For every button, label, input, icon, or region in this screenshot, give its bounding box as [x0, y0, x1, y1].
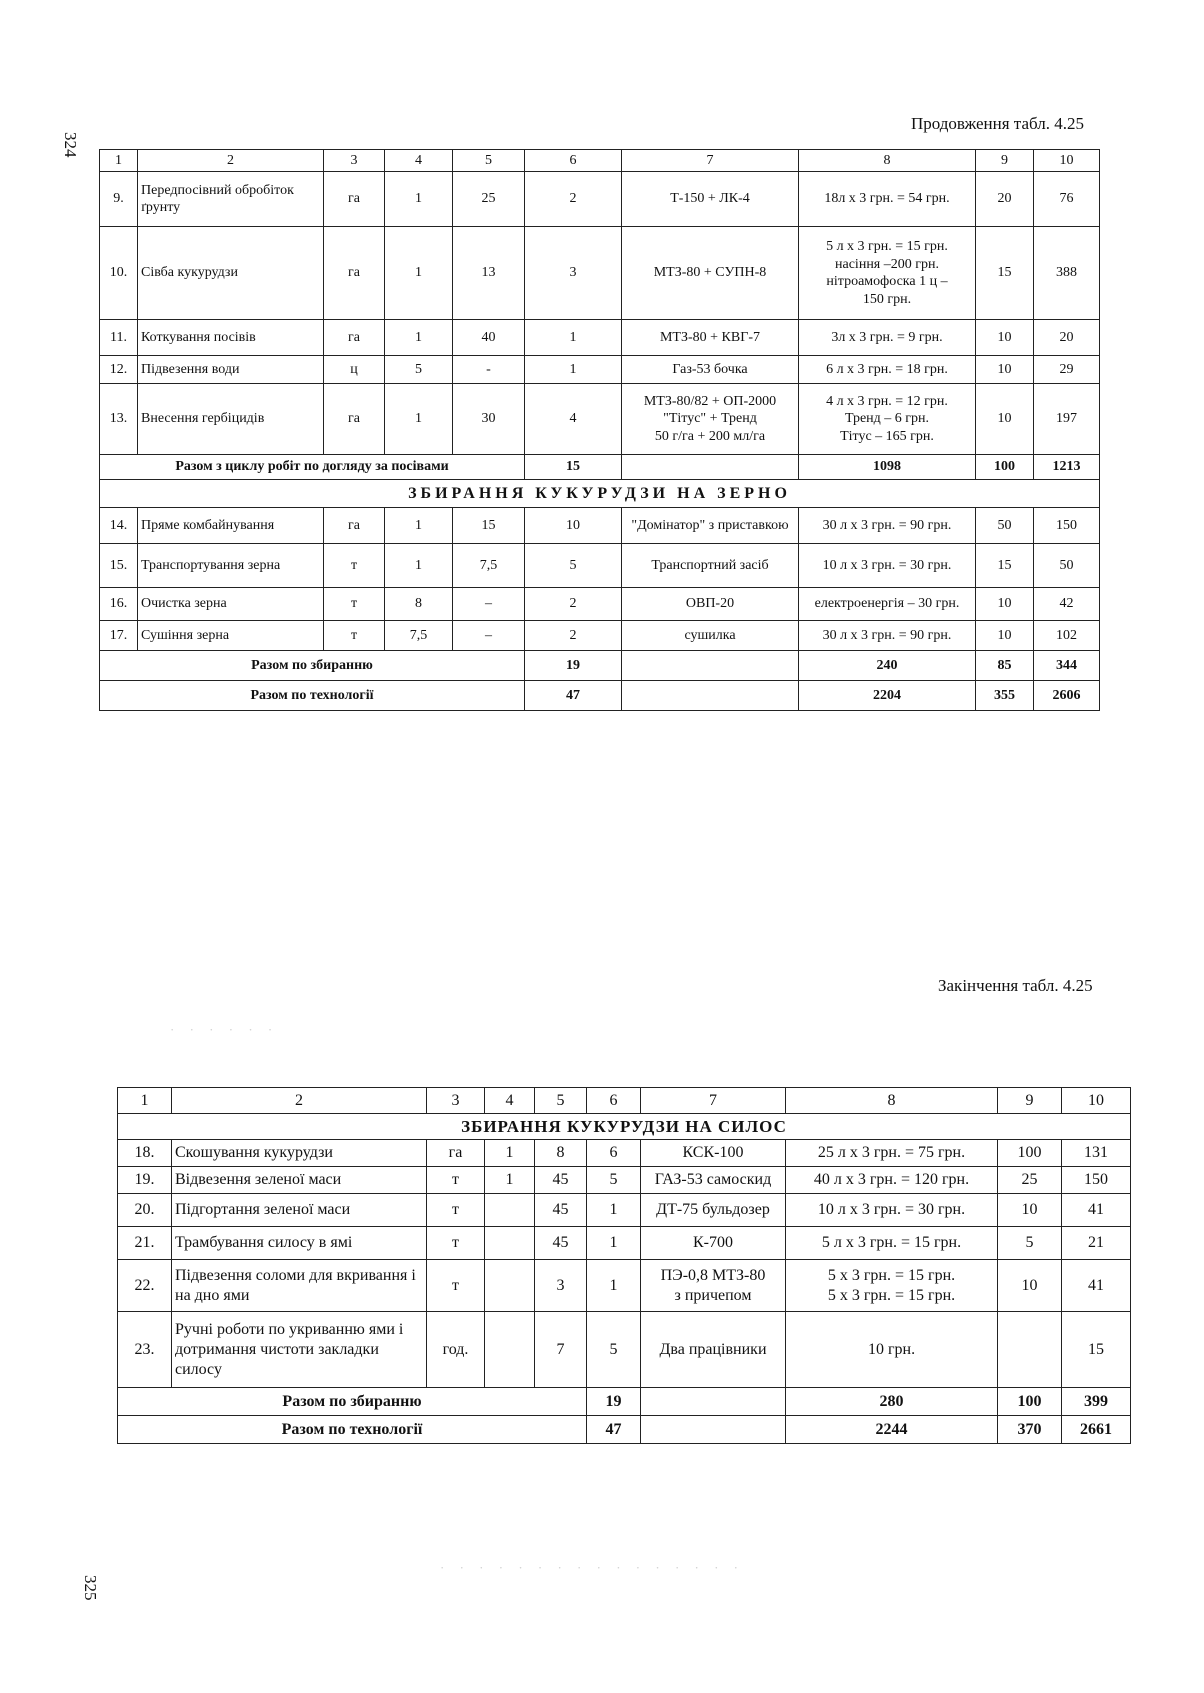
col-4: [485, 1194, 535, 1227]
column-number: 5: [535, 1088, 587, 1114]
machinery: Газ-53 бочка: [622, 356, 799, 384]
col-4: 5: [385, 356, 453, 384]
total-label: Разом по технології: [100, 681, 525, 711]
unit: т: [427, 1260, 485, 1312]
col-5: 40: [453, 320, 525, 356]
costs-detail: 4 л x 3 грн. = 12 грн. Тренд – 6 грн. Тітус – 165 грн.: [799, 384, 976, 455]
col-9: 10: [976, 356, 1034, 384]
total-col-8: 240: [799, 651, 976, 681]
col-6: 6: [587, 1140, 641, 1167]
unit: т: [427, 1227, 485, 1260]
col-6: 1: [587, 1227, 641, 1260]
col-10: 41: [1062, 1260, 1131, 1312]
col-10: 41: [1062, 1194, 1131, 1227]
table-row: [100, 227, 1100, 320]
row-number: 10.: [100, 227, 138, 320]
subtotal-harvest-row: [100, 651, 1100, 681]
col-4: [485, 1227, 535, 1260]
total-col-7: [622, 455, 799, 480]
column-number: 10: [1062, 1088, 1131, 1114]
col-5: –: [453, 621, 525, 651]
column-number: 2: [172, 1088, 427, 1114]
operation-name: Пряме комбайнування: [138, 508, 324, 544]
table-row: [100, 508, 1100, 544]
col-6: 5: [587, 1167, 641, 1194]
costs-detail: електроенергія – 30 грн.: [799, 588, 976, 621]
column-number: 1: [100, 150, 138, 172]
header-row: [100, 150, 1100, 172]
machinery: ДТ-75 бульдозер: [641, 1194, 786, 1227]
col-5: 13: [453, 227, 525, 320]
machinery: МТЗ-80/82 + ОП-2000 "Тітус" + Тренд 50 г/га + 200 мл/га: [622, 384, 799, 455]
col-4: 1: [385, 544, 453, 588]
table-row: [118, 1194, 1131, 1227]
operation-name: Транспортування зерна: [138, 544, 324, 588]
total-col-6: 47: [525, 681, 622, 711]
col-5: 7: [535, 1312, 587, 1388]
col-5: –: [453, 588, 525, 621]
row-number: 16.: [100, 588, 138, 621]
total-label: Разом по технології: [118, 1416, 587, 1444]
total-col-8: 2204: [799, 681, 976, 711]
row-number: 9.: [100, 172, 138, 227]
column-number: 4: [385, 150, 453, 172]
col-10: 21: [1062, 1227, 1131, 1260]
col-6: 5: [525, 544, 622, 588]
machinery: К-700: [641, 1227, 786, 1260]
column-number: 7: [641, 1088, 786, 1114]
operation-name: Сівба кукурудзи: [138, 227, 324, 320]
total-technology-row: [100, 681, 1100, 711]
column-number: 4: [485, 1088, 535, 1114]
operation-name: Підвезення води: [138, 356, 324, 384]
operation-name: Підгортання зеленої маси: [172, 1194, 427, 1227]
bleed-through-noise: · · · · · · · · · · · · · · · ·: [440, 1560, 745, 1575]
col-5: 3: [535, 1260, 587, 1312]
col-4: 1: [385, 227, 453, 320]
col-4: 1: [485, 1167, 535, 1194]
unit: год.: [427, 1312, 485, 1388]
costs-detail: 10 грн.: [786, 1312, 998, 1388]
section-heading-row: [118, 1114, 1131, 1140]
col-6: 2: [525, 588, 622, 621]
unit: т: [427, 1167, 485, 1194]
col-6: 2: [525, 172, 622, 227]
section-heading: ЗБИРАННЯ КУКУРУДЗИ НА СИЛОС: [118, 1114, 1131, 1140]
machinery: сушилка: [622, 621, 799, 651]
page-number-324: 324: [61, 132, 80, 158]
column-number: 9: [976, 150, 1034, 172]
machinery: ГАЗ-53 самоскид: [641, 1167, 786, 1194]
unit: ц: [324, 356, 385, 384]
column-number: 10: [1034, 150, 1100, 172]
total-col-10: 1213: [1034, 455, 1100, 480]
col-9: 10: [998, 1194, 1062, 1227]
col-6: 3: [525, 227, 622, 320]
col-10: 15: [1062, 1312, 1131, 1388]
operation-name: Передпосівний обробіток ґрунту: [138, 172, 324, 227]
total-col-8: 2244: [786, 1416, 998, 1444]
col-10: 131: [1062, 1140, 1131, 1167]
row-number: 19.: [118, 1167, 172, 1194]
table-row: [118, 1260, 1131, 1312]
subtotal-care-row: [100, 455, 1100, 480]
costs-detail: 5 л x 3 грн. = 15 грн. насіння –200 грн. нітроамофоска 1 ц – 150 грн.: [799, 227, 976, 320]
row-number: 15.: [100, 544, 138, 588]
total-col-10: 2661: [1062, 1416, 1131, 1444]
total-col-6: 15: [525, 455, 622, 480]
col-5: 15: [453, 508, 525, 544]
machinery: Т-150 + ЛК-4: [622, 172, 799, 227]
col-10: 102: [1034, 621, 1100, 651]
total-col-7: [641, 1388, 786, 1416]
operation-name: Внесення гербіцидів: [138, 384, 324, 455]
col-9: 20: [976, 172, 1034, 227]
costs-detail: 18л x 3 грн. = 54 грн.: [799, 172, 976, 227]
operation-name: Очистка зерна: [138, 588, 324, 621]
total-col-8: 1098: [799, 455, 976, 480]
col-10: 20: [1034, 320, 1100, 356]
costs-detail: 30 л x 3 грн. = 90 грн.: [799, 621, 976, 651]
col-6: 5: [587, 1312, 641, 1388]
table-row: [118, 1140, 1131, 1167]
row-number: 21.: [118, 1227, 172, 1260]
col-6: 2: [525, 621, 622, 651]
unit: т: [324, 588, 385, 621]
operation-name: Сушіння зерна: [138, 621, 324, 651]
costs-detail: 10 л x 3 грн. = 30 грн.: [786, 1194, 998, 1227]
column-number: 8: [799, 150, 976, 172]
column-number: 5: [453, 150, 525, 172]
table-row: [100, 588, 1100, 621]
machinery: ОВП-20: [622, 588, 799, 621]
section-heading: ЗБИРАННЯ КУКУРУДЗИ НА ЗЕРНО: [100, 480, 1100, 508]
operation-name: Відвезення зеленої маси: [172, 1167, 427, 1194]
total-technology-row: [118, 1416, 1131, 1444]
operation-name: Підвезення соломи для вкривання і на дно ями: [172, 1260, 427, 1312]
col-9: [998, 1312, 1062, 1388]
col-5: 45: [535, 1227, 587, 1260]
col-6: 1: [525, 320, 622, 356]
table-part-2: [117, 1087, 1131, 1444]
machinery: МТЗ-80 + СУПН-8: [622, 227, 799, 320]
total-col-7: [622, 651, 799, 681]
col-9: 10: [976, 320, 1034, 356]
total-col-7: [622, 681, 799, 711]
col-10: 150: [1062, 1167, 1131, 1194]
col-10: 50: [1034, 544, 1100, 588]
col-9: 50: [976, 508, 1034, 544]
total-label: Разом по збиранню: [118, 1388, 587, 1416]
column-number: 2: [138, 150, 324, 172]
col-6: 10: [525, 508, 622, 544]
col-6: 4: [525, 384, 622, 455]
unit: т: [427, 1194, 485, 1227]
table-row: [100, 320, 1100, 356]
col-10: 76: [1034, 172, 1100, 227]
col-10: 42: [1034, 588, 1100, 621]
table-caption-end: Закінчення табл. 4.25: [938, 976, 1093, 995]
col-9: 5: [998, 1227, 1062, 1260]
machinery: МТЗ-80 + КВГ-7: [622, 320, 799, 356]
table-caption-continued: Продовження табл. 4.25: [911, 114, 1084, 133]
col-6: 1: [587, 1260, 641, 1312]
total-col-10: 344: [1034, 651, 1100, 681]
col-5: 7,5: [453, 544, 525, 588]
costs-detail: 40 л x 3 грн. = 120 грн.: [786, 1167, 998, 1194]
row-number: 17.: [100, 621, 138, 651]
col-4: [485, 1260, 535, 1312]
col-4: 1: [485, 1140, 535, 1167]
column-number: 8: [786, 1088, 998, 1114]
column-number: 1: [118, 1088, 172, 1114]
row-number: 12.: [100, 356, 138, 384]
column-number: 7: [622, 150, 799, 172]
col-4: 1: [385, 320, 453, 356]
costs-detail: 25 л x 3 грн. = 75 грн.: [786, 1140, 998, 1167]
machinery: КСК-100: [641, 1140, 786, 1167]
col-9: 15: [976, 227, 1034, 320]
col-4: 8: [385, 588, 453, 621]
operation-name: Скошування кукурудзи: [172, 1140, 427, 1167]
col-9: 10: [976, 621, 1034, 651]
col-5: 8: [535, 1140, 587, 1167]
unit: га: [324, 508, 385, 544]
total-col-7: [641, 1416, 786, 1444]
column-number: 9: [998, 1088, 1062, 1114]
col-10: 29: [1034, 356, 1100, 384]
col-6: 1: [525, 356, 622, 384]
col-5: 45: [535, 1194, 587, 1227]
total-label: Разом з циклу робіт по догляду за посівами: [100, 455, 525, 480]
page-number-325: 325: [81, 1575, 100, 1601]
unit: га: [324, 384, 385, 455]
total-col-9: 100: [998, 1388, 1062, 1416]
total-col-6: 19: [587, 1388, 641, 1416]
col-10: 150: [1034, 508, 1100, 544]
unit: га: [324, 320, 385, 356]
total-col-9: 355: [976, 681, 1034, 711]
operation-name: Трамбування силосу в ямі: [172, 1227, 427, 1260]
column-number: 6: [525, 150, 622, 172]
header-row: [118, 1088, 1131, 1114]
col-9: 10: [976, 588, 1034, 621]
unit: т: [324, 621, 385, 651]
total-label: Разом по збиранню: [100, 651, 525, 681]
machinery: Транспортний засіб: [622, 544, 799, 588]
col-9: 25: [998, 1167, 1062, 1194]
col-5: 45: [535, 1167, 587, 1194]
total-col-8: 280: [786, 1388, 998, 1416]
total-col-9: 370: [998, 1416, 1062, 1444]
costs-detail: 6 л x 3 грн. = 18 грн.: [799, 356, 976, 384]
col-4: 1: [385, 384, 453, 455]
costs-detail: 10 л x 3 грн. = 30 грн.: [799, 544, 976, 588]
operation-name: Ручні роботи по укриванню ями і дотримання чистоти закладки силосу: [172, 1312, 427, 1388]
column-number: 6: [587, 1088, 641, 1114]
total-col-10: 2606: [1034, 681, 1100, 711]
row-number: 22.: [118, 1260, 172, 1312]
costs-detail: 5 л x 3 грн. = 15 грн.: [786, 1227, 998, 1260]
table-row: [118, 1227, 1131, 1260]
table-row: [100, 356, 1100, 384]
table-row: [118, 1167, 1131, 1194]
col-9: 100: [998, 1140, 1062, 1167]
total-col-6: 47: [587, 1416, 641, 1444]
col-5: -: [453, 356, 525, 384]
col-4: 1: [385, 172, 453, 227]
col-9: 10: [976, 384, 1034, 455]
costs-detail: 5 x 3 грн. = 15 грн. 5 x 3 грн. = 15 грн.: [786, 1260, 998, 1312]
unit: га: [427, 1140, 485, 1167]
costs-detail: 3л x 3 грн. = 9 грн.: [799, 320, 976, 356]
section-heading-row: [100, 480, 1100, 508]
row-number: 18.: [118, 1140, 172, 1167]
total-col-10: 399: [1062, 1388, 1131, 1416]
col-9: 10: [998, 1260, 1062, 1312]
col-10: 388: [1034, 227, 1100, 320]
column-number: 3: [324, 150, 385, 172]
bleed-through-noise: · · · · · ·: [170, 1022, 279, 1037]
row-number: 23.: [118, 1312, 172, 1388]
unit: га: [324, 227, 385, 320]
table-row: [100, 172, 1100, 227]
costs-detail: 30 л x 3 грн. = 90 грн.: [799, 508, 976, 544]
col-4: 1: [385, 508, 453, 544]
unit: т: [324, 544, 385, 588]
total-col-9: 85: [976, 651, 1034, 681]
col-5: 25: [453, 172, 525, 227]
row-number: 13.: [100, 384, 138, 455]
column-number: 3: [427, 1088, 485, 1114]
machinery: ПЭ-0,8 МТЗ-80 з причепом: [641, 1260, 786, 1312]
table-row: [118, 1312, 1131, 1388]
col-6: 1: [587, 1194, 641, 1227]
row-number: 20.: [118, 1194, 172, 1227]
subtotal-harvest-row: [118, 1388, 1131, 1416]
total-col-6: 19: [525, 651, 622, 681]
table-row: [100, 384, 1100, 455]
col-5: 30: [453, 384, 525, 455]
col-10: 197: [1034, 384, 1100, 455]
col-4: [485, 1312, 535, 1388]
total-col-9: 100: [976, 455, 1034, 480]
row-number: 14.: [100, 508, 138, 544]
table-row: [100, 621, 1100, 651]
col-4: 7,5: [385, 621, 453, 651]
table-row: [100, 544, 1100, 588]
machinery: "Домінатор" з приставкою: [622, 508, 799, 544]
machinery: Два працівники: [641, 1312, 786, 1388]
col-9: 15: [976, 544, 1034, 588]
table-part-1: [99, 149, 1100, 711]
unit: га: [324, 172, 385, 227]
row-number: 11.: [100, 320, 138, 356]
operation-name: Коткування посівів: [138, 320, 324, 356]
